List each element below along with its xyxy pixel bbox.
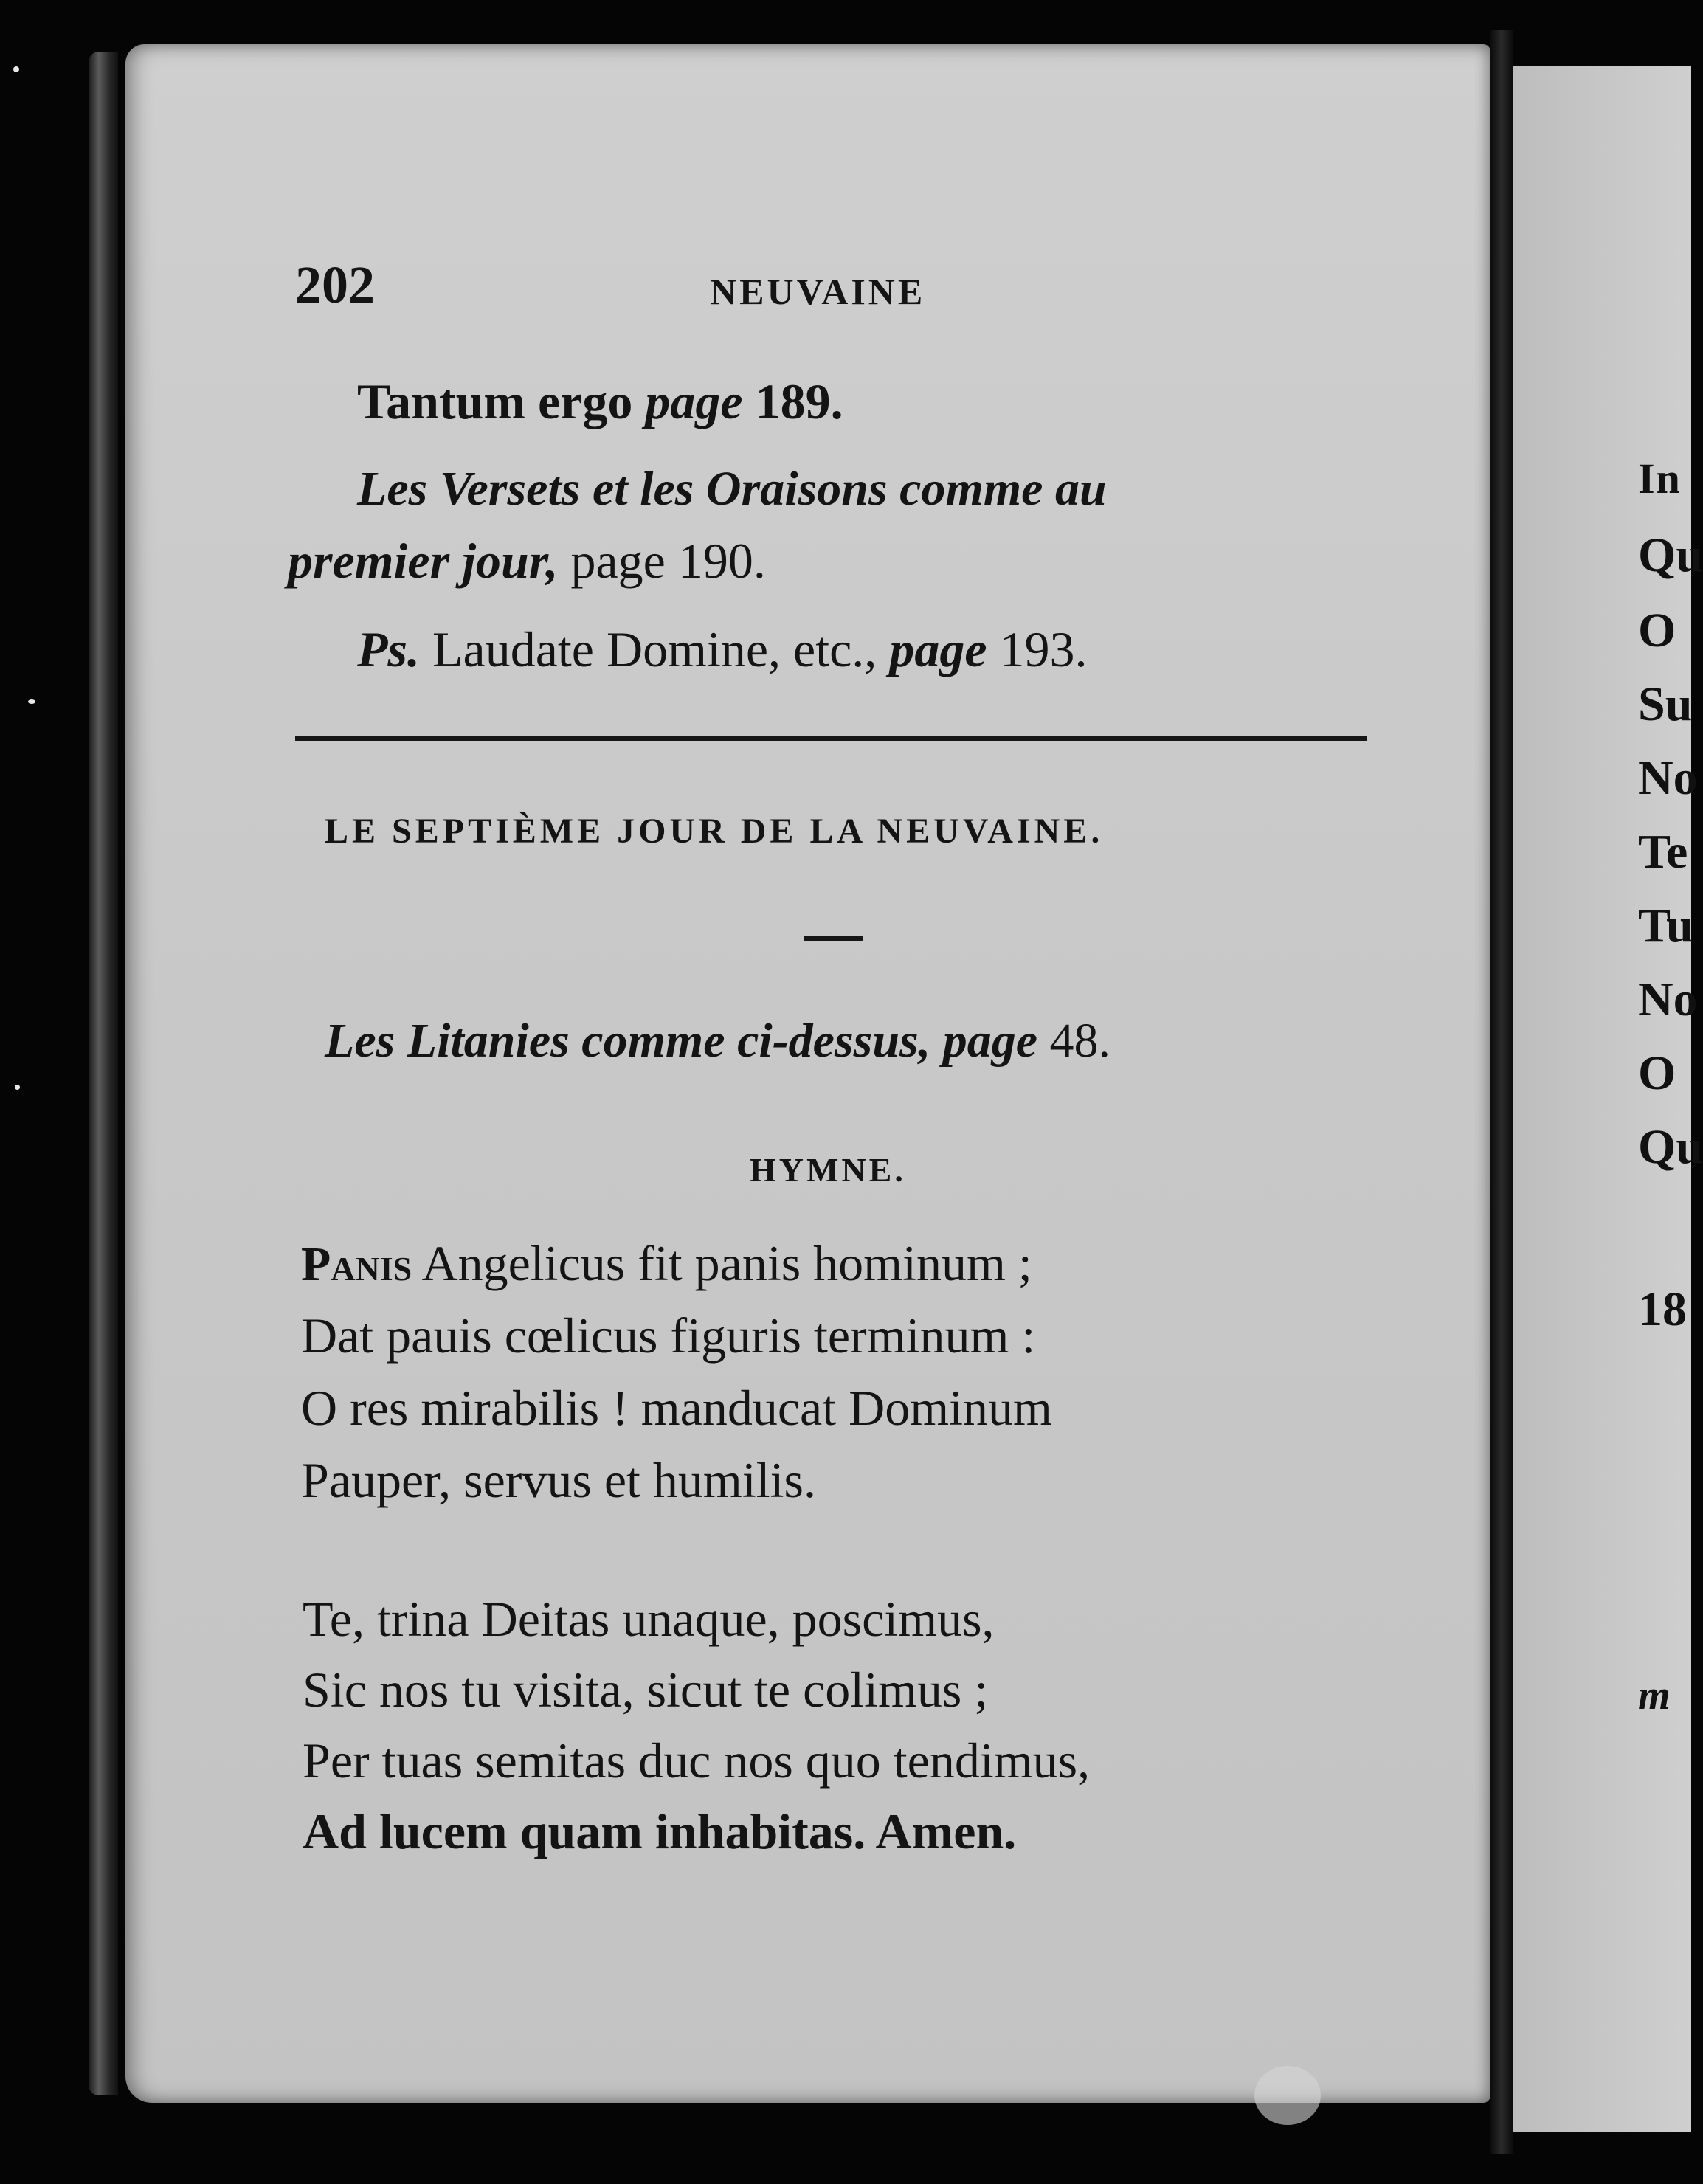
- hymn-line: Per tuas semitas duc nos quo tendimus,: [303, 1732, 1091, 1789]
- hymn-line: [301, 1235, 1032, 1291]
- facing-page-fragment: O: [1638, 1046, 1676, 1100]
- hymn-line: Pauper, servus et humilis.: [301, 1452, 816, 1508]
- scan-blot: [1254, 2066, 1321, 2125]
- facing-page-fragment: Qu: [1638, 528, 1703, 582]
- left-page: [125, 44, 1490, 2103]
- versets-reference-page: page 190.: [558, 533, 766, 589]
- hymn-line-text: Angelicus fit panis hominum ;: [412, 1235, 1032, 1291]
- versets-reference-line1: Les Versets et les Oraisons comme au: [357, 462, 1107, 516]
- facing-page-fragment: In: [1638, 455, 1682, 502]
- facing-page-fragment: No: [1638, 751, 1698, 805]
- book-page-edge: [89, 52, 118, 2095]
- facing-page-fragment: Te: [1638, 825, 1688, 879]
- hymn-line: Ad lucem quam inhabitas. Amen.: [303, 1803, 1017, 1859]
- facing-page-fragment: No: [1638, 972, 1698, 1026]
- short-divider: [804, 936, 863, 941]
- running-title: NEUVAINE: [710, 271, 926, 312]
- book-gutter: [1490, 30, 1513, 2154]
- facing-page-fragment: Tu: [1638, 899, 1693, 953]
- reference-page-number: 189.: [742, 373, 843, 429]
- scan-speck: [13, 66, 19, 72]
- versets-reference-line2: [288, 533, 766, 589]
- hymn-line: O res mirabilis ! manducat Dominum: [301, 1380, 1052, 1436]
- scan-speck: [15, 1085, 20, 1090]
- facing-page-fragment: Su: [1638, 677, 1693, 731]
- section-divider: [295, 736, 1367, 741]
- tantum-ergo-reference: [357, 373, 843, 429]
- facing-page-fragment: 18: [1638, 1282, 1687, 1336]
- scan-speck: [28, 699, 35, 704]
- hymn-line: Dat pauis cœlicus figuris terminum :: [301, 1307, 1036, 1364]
- facing-page-fragment: O: [1638, 604, 1676, 657]
- reference-text: Tantum ergo: [357, 373, 646, 429]
- hymn-line: Te, trina Deitas unaque, poscimus,: [303, 1591, 995, 1647]
- psalm-page-number: 193.: [987, 621, 1088, 677]
- reference-page-word: page: [645, 373, 743, 429]
- hymn-dropcap: Panis: [301, 1237, 412, 1291]
- psalm-reference: [357, 621, 1088, 677]
- facing-page-fragment: m: [1638, 1673, 1671, 1718]
- litanies-reference: [325, 1014, 1111, 1068]
- facing-page: [1513, 66, 1703, 2132]
- psalm-abbreviation: Ps.: [357, 621, 420, 677]
- versets-reference-italic: premier jour,: [288, 533, 559, 589]
- page-number: 202: [295, 255, 375, 314]
- litanies-page-number: 48.: [1037, 1014, 1111, 1068]
- hymn-line: Sic nos tu visita, sicut te colimus ;: [303, 1662, 989, 1718]
- psalm-page-word: page: [889, 621, 987, 677]
- section-title: LE SEPTIÈME JOUR DE LA NEUVAINE.: [325, 812, 1104, 851]
- hymn-title: HYMNE.: [750, 1151, 906, 1189]
- litanies-italic: Les Litanies comme ci-dessus, page: [325, 1014, 1038, 1068]
- psalm-text: Laudate Domine, etc.,: [420, 621, 890, 677]
- facing-page-fragment: Qu: [1638, 1120, 1703, 1174]
